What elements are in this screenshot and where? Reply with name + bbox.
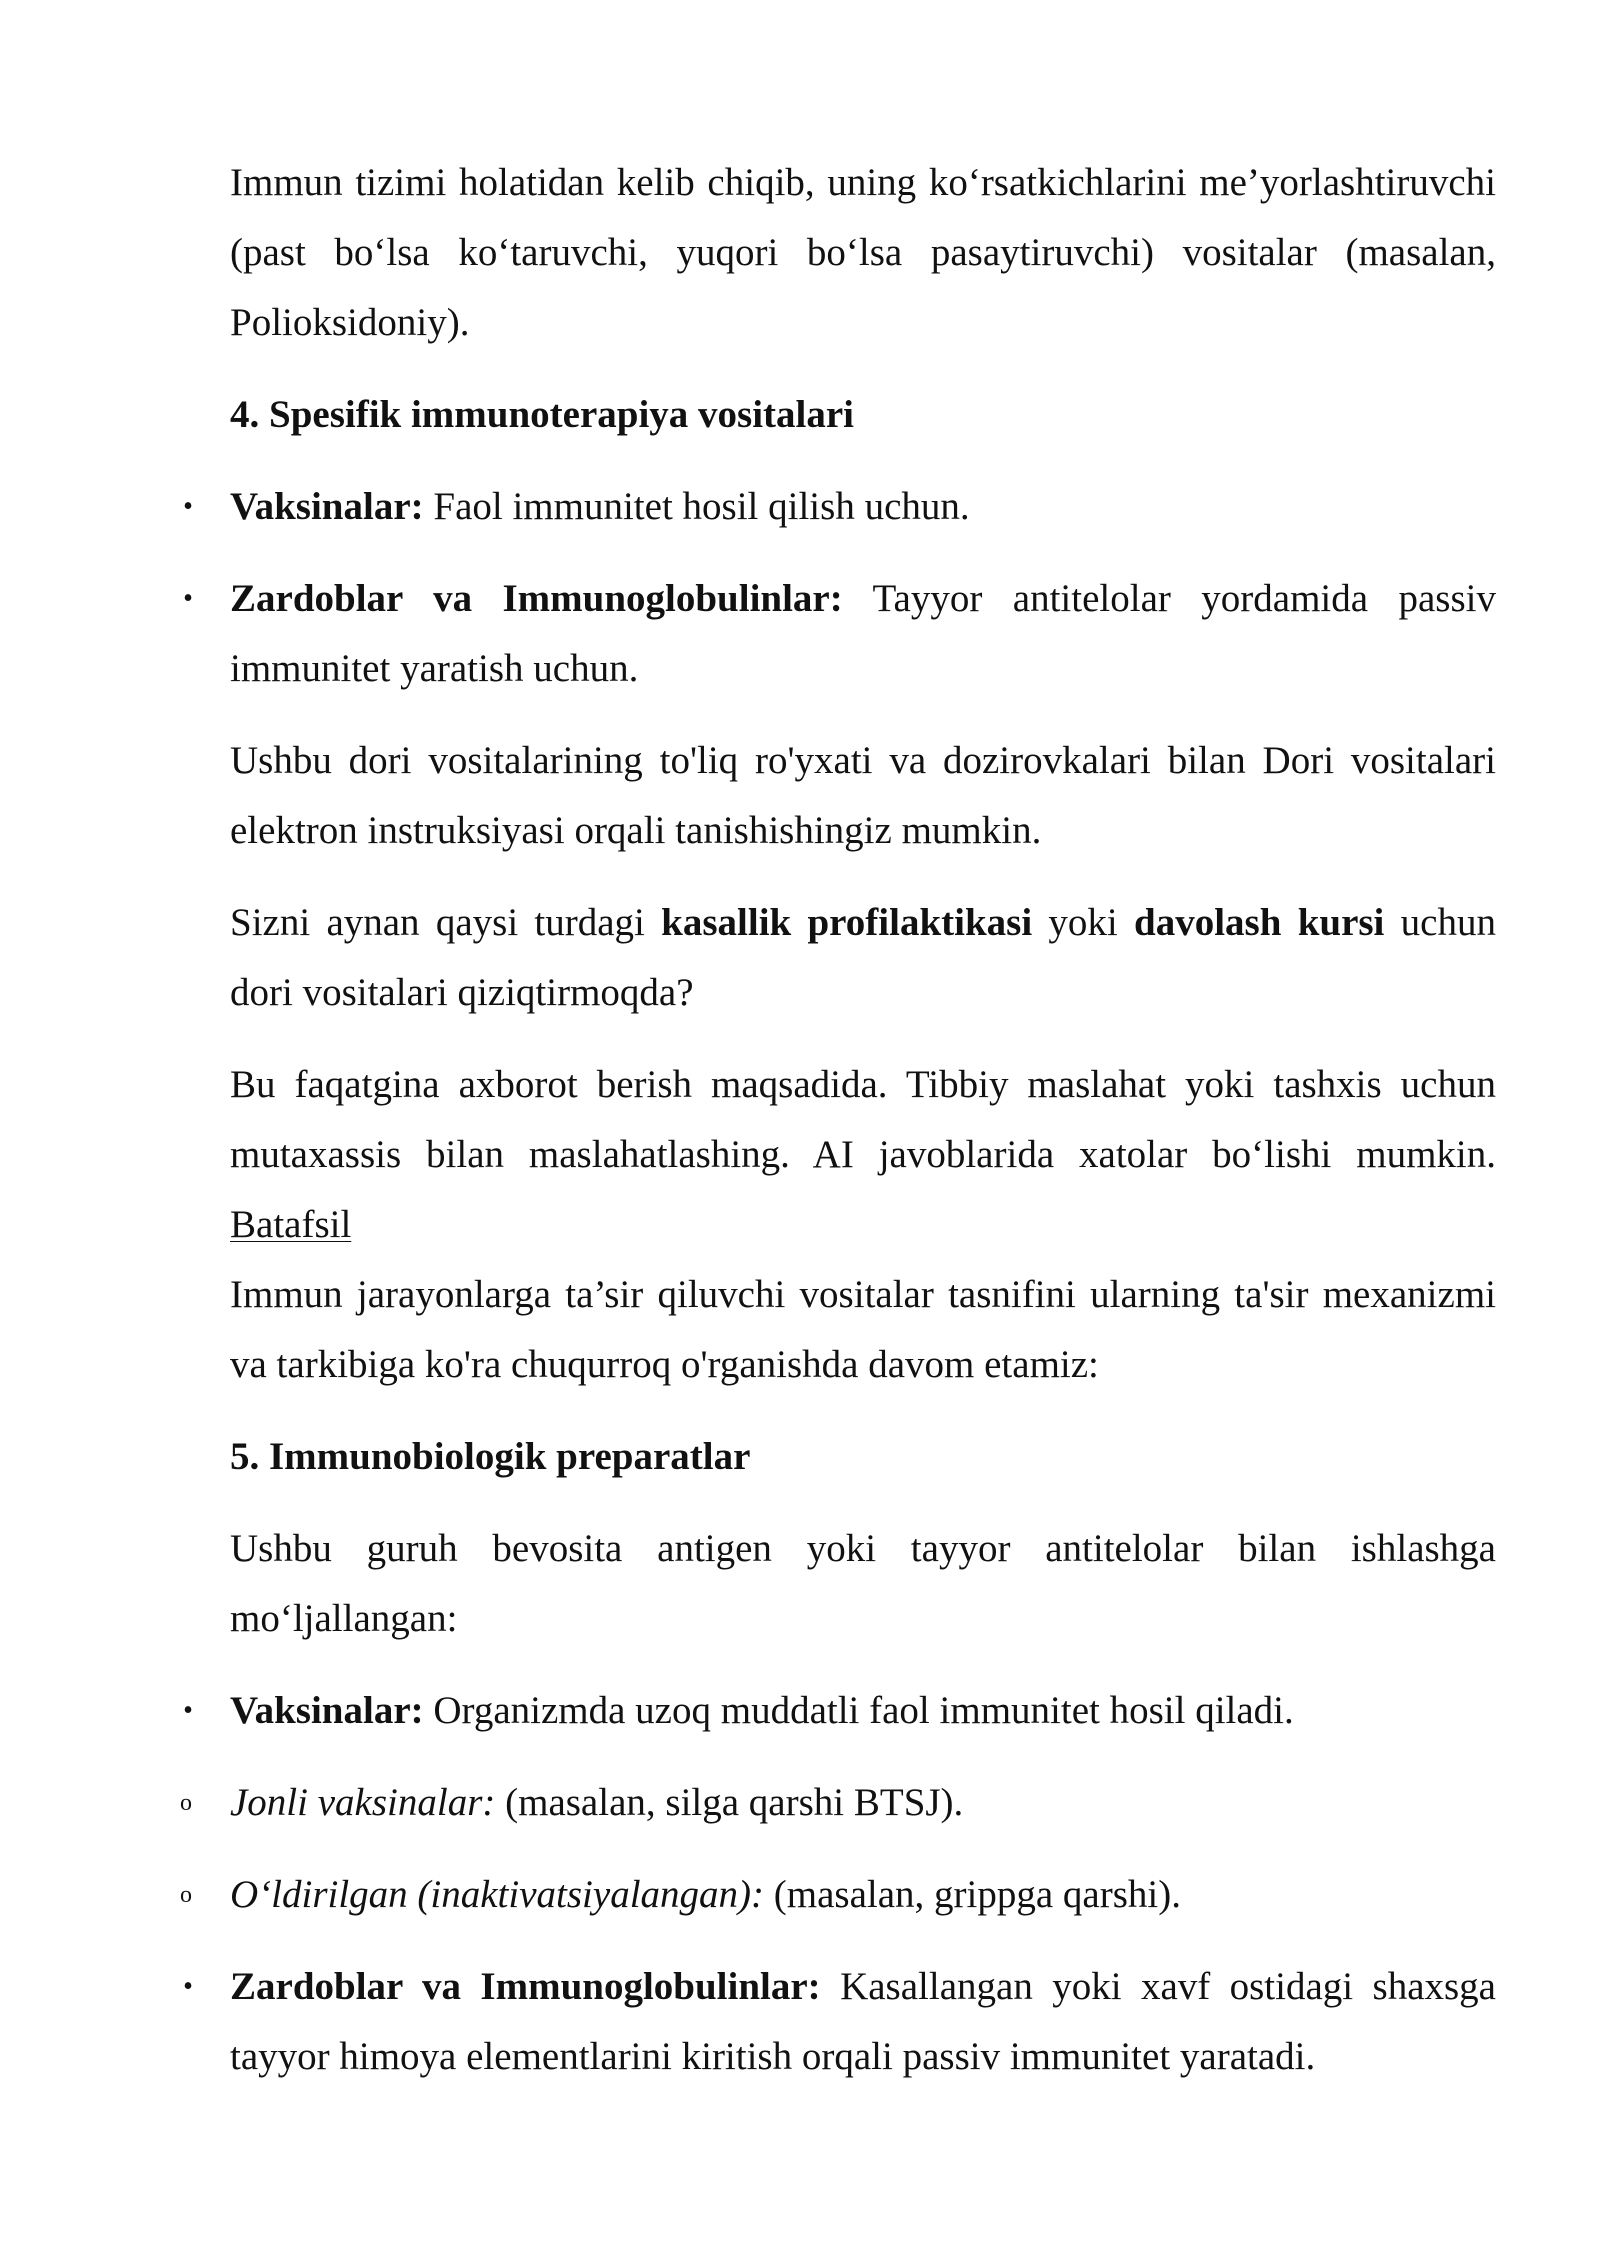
more-info-link[interactable]: Batafsil xyxy=(230,1203,352,1246)
circle-bullet-icon: o xyxy=(180,1882,192,1908)
list-item-serums-4 xyxy=(183,564,1496,704)
list-item-vaccines-5 xyxy=(183,1676,1496,1746)
item-label: Vaksinalar: xyxy=(230,1689,424,1732)
bullet-icon: • xyxy=(183,583,193,614)
sub-item-text: (masalan, grippga qarshi). xyxy=(764,1873,1181,1916)
question-bold-1: kasallik profilaktikasi xyxy=(661,901,1033,944)
item-label: Vaksinalar: xyxy=(230,485,424,528)
section-5-intro: Ushbu guruh bevosita antigen yoki tayyor antitelolar bilan ishlashga mo‘ljallangan: xyxy=(230,1527,1496,1640)
sub-item-inactivated-vaccines xyxy=(180,1860,1496,1930)
section-5-heading: 5. Immunobiologik preparatlar xyxy=(230,1435,751,1478)
disclaimer-text: Bu faqatgina axborot berish maqsadida. Tibbiy maslahat yoki tashxis uchun mutaxassis bilan maslahatlashing. AI javoblarida xatolar bo‘lishi mumkin. xyxy=(230,1063,1496,1176)
question-text-2: yoki xyxy=(1032,901,1135,944)
question-paragraph xyxy=(230,888,1496,1028)
bullet-icon: • xyxy=(183,491,193,522)
sub-item-label: O‘ldirilgan (inaktivatsiyalangan): xyxy=(230,1873,765,1916)
section-4-heading: 4. Spesifik immunoterapiya vositalari xyxy=(230,393,855,436)
list-item-serums-5 xyxy=(183,1952,1496,2092)
item-text: Kasallangan yoki xavf ostidagi shaxsga tayyor himoya elementlarini kiritish orqali passiv immunitet yaratadi. xyxy=(230,1965,1496,2078)
sub-item-text: (masalan, silga qarshi BTSJ). xyxy=(495,1781,964,1824)
document-page xyxy=(180,148,1496,2114)
list-item-vaccines-4 xyxy=(183,472,1496,542)
disclaimer-paragraph xyxy=(230,1050,1496,1260)
question-text-1: Sizni aynan qaysi turdagi xyxy=(230,901,662,944)
item-label: Zardoblar va Immunoglobulinlar: xyxy=(230,577,843,620)
bullet-icon: • xyxy=(183,1695,193,1726)
instruction-paragraph: Ushbu dori vositalarining to'liq ro'yxati va dozirovkalari bilan Dori vositalari elektron instruksiyasi orqali tanishishingiz mumkin. xyxy=(230,739,1496,852)
item-text: Tayyor antitelolar yordamida passiv immunitet yaratish uchun. xyxy=(230,577,1496,690)
question-text-3: uchun dori vositalari qiziqtirmoqda? xyxy=(230,901,1496,1014)
continuation-paragraph: Immun jarayonlarga ta’sir qiluvchi vositalar tasnifini ularning ta'sir mexanizmi va tarkibiga ko'ra chuqurroq o'rganishda davom etamiz: xyxy=(230,1273,1496,1386)
question-bold-2: davolash kursi xyxy=(1134,901,1385,944)
sub-item-live-vaccines xyxy=(180,1768,1496,1838)
circle-bullet-icon: o xyxy=(180,1790,192,1816)
bullet-icon: • xyxy=(183,1971,193,2002)
item-text: Organizmda uzoq muddatli faol immunitet hosil qiladi. xyxy=(423,1689,1294,1732)
intro-paragraph: Immun tizimi holatidan kelib chiqib, uning ko‘rsatkichlarini me’yorlashtiruvchi (past bo‘lsa ko‘taruvchi, yuqori bo‘lsa pasaytiruvchi) vositalar (masalan, Polioksidoniy). xyxy=(230,161,1496,344)
item-text: Faol immunitet hosil qilish uchun. xyxy=(423,485,970,528)
item-label: Zardoblar va Immunoglobulinlar: xyxy=(230,1965,821,2008)
sub-item-label: Jonli vaksinalar: xyxy=(230,1781,496,1824)
